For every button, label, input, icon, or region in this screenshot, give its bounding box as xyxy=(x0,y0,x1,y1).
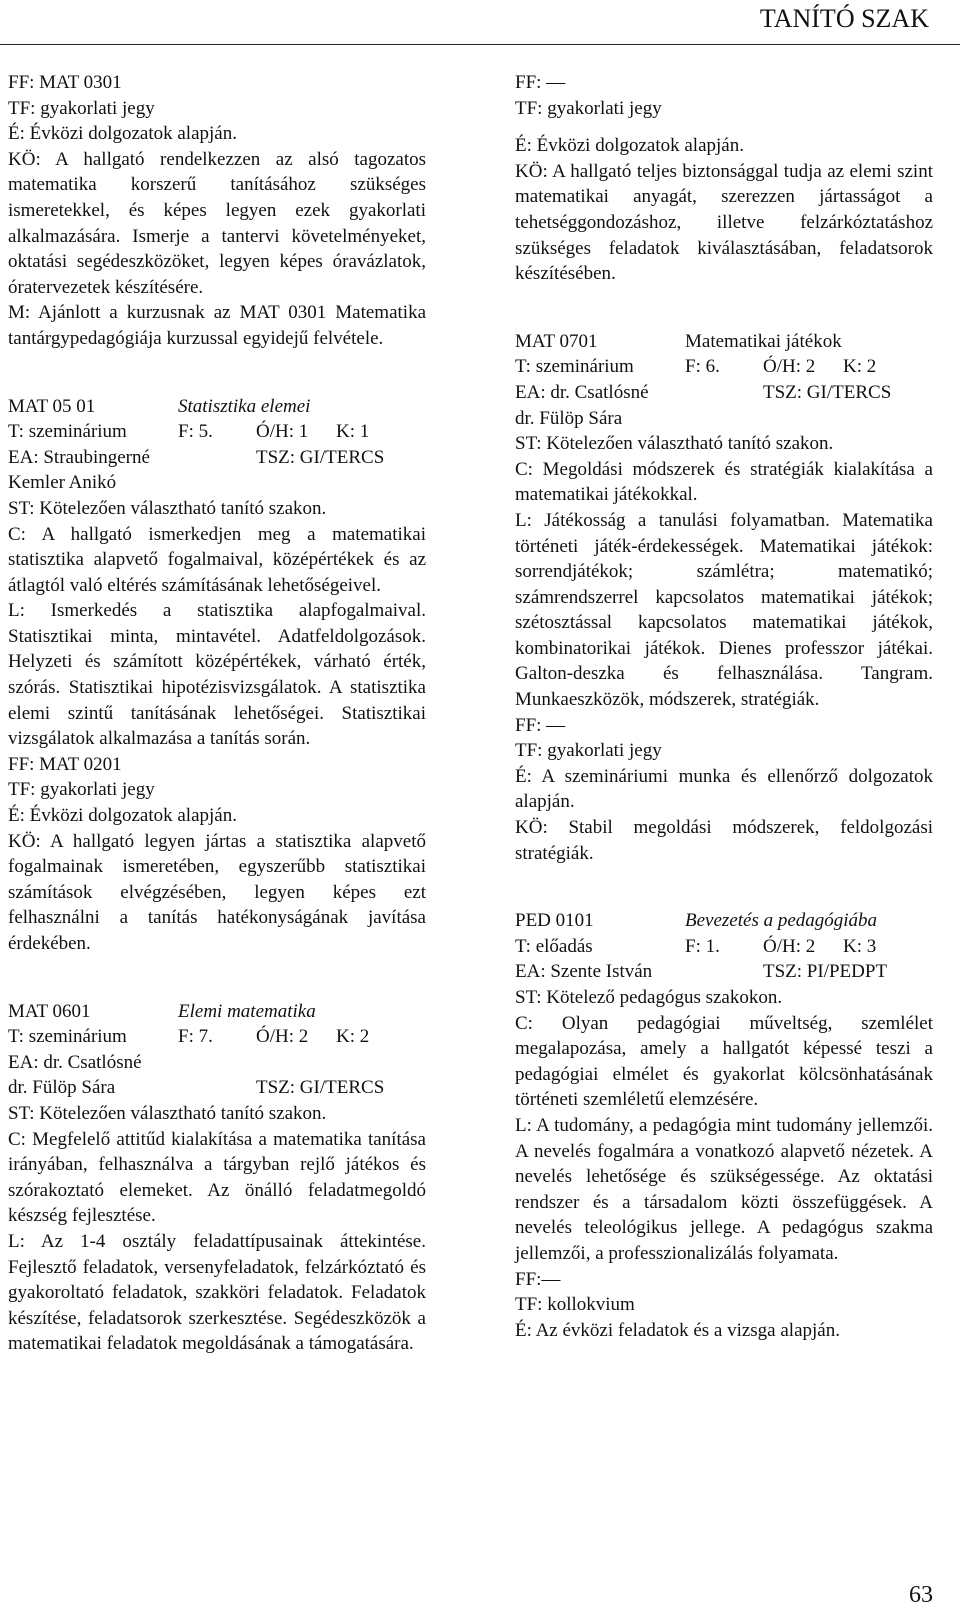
running-header: TANÍTÓ SZAK xyxy=(759,4,929,33)
goal: C: Megoldási módszerek és stratégiák kialakítása a matematikai játékokkal. xyxy=(515,458,933,506)
right-column xyxy=(515,70,933,1343)
course-title-row xyxy=(8,394,426,420)
lecturer-row xyxy=(515,959,933,985)
lecturer-cont: dr. Fülöp Sára xyxy=(515,407,623,429)
prereq: FF: — xyxy=(515,72,566,93)
department: TSZ: GI/TERCS xyxy=(256,446,385,468)
course-meta-row xyxy=(515,934,933,960)
course-meta-row xyxy=(515,354,933,380)
department: TSZ: GI/TERCS xyxy=(763,381,892,403)
grading-type: TF: kollokvium xyxy=(515,1294,635,1316)
course-code: MAT 0601 xyxy=(8,1000,91,1022)
status: ST: Kötelezően választható tanító szakon. xyxy=(8,1102,327,1124)
course-name: Bevezetés a pedagógiába xyxy=(685,910,878,932)
goal: C: A hallgató ismerkedjen meg a matematikai statisztika alapvető fogalmaival, középértékek és az átlagtól való eltérés számításának lehetőségeivel. xyxy=(8,523,426,596)
content: L: A tudomány, a pedagógia mint tudomány jellemzői. A nevelés fogalmára a vonatkozó alapvető nézetek. A nevelés lehetősége és szükségessége. Az oktatási rendszer és a társadalom közti összefüggések. A nevelés teleológikus jellege. A pedagógus szakma jellemzői, a professzionalizálás folyamata. xyxy=(515,1114,933,1264)
course-meta-row xyxy=(8,1024,426,1050)
assessment: É: Évközi dolgozatok alapján. xyxy=(8,123,237,145)
left-column xyxy=(8,70,426,1357)
course-type: T: szeminárium xyxy=(8,421,127,443)
lecturer-cont: dr. Fülöp Sára xyxy=(8,1077,116,1099)
lecturer-row xyxy=(8,1075,426,1101)
grading-type: TF: gyakorlati jegy xyxy=(8,779,155,801)
course-matematikai-jatekok xyxy=(515,329,933,866)
content: L: Játékosság a tanulási folyamatban. Matematika történeti játék-érdekességek. Matematikai játékok: sorrendjátékok; számlétra; matematikó; számrendszerrel kapcsolatos matematikai játékok; szétosztással kapcsolatos matematikai játékok, kombinatorikai játékok. Dienes professzor játékai. Galton-deszka és felhasználása. Tangram. Munkaeszközök, módszerek, stratégiák. xyxy=(515,509,933,711)
content: L: Az 1-4 osztály feladattípusainak áttekintése. Fejlesztő feladatok, versenyfeladatok, felzárkóztató és gyakoroltató feladatok, szakköri feladatok. Feladatok készítése, feladatsorok szerkesztése. Segédeszközök a matematikai feladatok megoldásának a támogatására. xyxy=(8,1230,426,1355)
course-name: Matematikai játékok xyxy=(685,330,842,352)
goal: C: Olyan pedagógiai műveltség, szemlélet megalapozása, amely a hallgatót képessé teszi a pedagógiai elmélet és gyakorlat kölcsönhatásának történeti szemléletű elemzésére. xyxy=(515,1012,933,1111)
course-statisztika-elemei xyxy=(8,394,426,957)
credits: K: 1 xyxy=(336,421,370,443)
department: TSZ: GI/TERCS xyxy=(256,1077,385,1099)
lecturer-row xyxy=(8,445,426,471)
requirements: KÖ: A hallgató teljes biztonsággal tudja az elemi szint matematikai anyagát, szerezzen jártasságot a tehetséggondozáshoz, illetve felzárkóztatáshoz szükséges feladatok kiválasztásában, feladatsorok készítésében. xyxy=(515,160,933,285)
status: ST: Kötelező pedagógus szakokon. xyxy=(515,987,783,1008)
requirements: KÖ: Stabil megoldási módszerek, feldolgozási stratégiák. xyxy=(515,817,933,864)
lecturer-cont: Kemler Anikó xyxy=(8,472,117,494)
goal: C: Megfelelő attitűd kialakítása a matematika tanítása irányában, felhasználva a tárgyban rejlő játékos és szórakoztató elemeket. Az önálló feladatmegoldó készség fejlesztése. xyxy=(8,1128,426,1227)
status: ST: Kötelezően választható tanító szakon. xyxy=(8,497,327,519)
course-elemi-matematika xyxy=(8,999,426,1357)
course-bevezetes-a-pedagogiaba xyxy=(515,908,933,1343)
grading-type: TF: gyakorlati jegy xyxy=(515,740,662,762)
assessment: É: Az évközi feladatok és a vizsga alapján. xyxy=(515,1319,840,1341)
hours: Ó/H: 1 xyxy=(256,421,309,443)
grading-type: TF: gyakorlati jegy xyxy=(8,97,155,119)
department: TSZ: PI/PEDPT xyxy=(763,961,888,983)
semester: F: 7. xyxy=(178,1026,213,1048)
credits: K: 2 xyxy=(843,356,877,378)
prereq: FF: — xyxy=(515,714,566,736)
course-title-row xyxy=(515,908,933,934)
semester: F: 6. xyxy=(685,356,720,378)
course-title-row xyxy=(515,329,933,355)
lecturer: EA: Szente István xyxy=(515,961,653,983)
assessment: É: Évközi dolgozatok alapján. xyxy=(8,805,237,827)
lecturer: EA: dr. Csatlósné xyxy=(515,381,649,403)
prereq: FF: MAT 0301 xyxy=(8,72,122,93)
course-type: T: szeminárium xyxy=(515,356,634,378)
hours: Ó/H: 2 xyxy=(763,935,816,957)
semester: F: 5. xyxy=(178,421,213,443)
semester: F: 1. xyxy=(685,935,720,957)
assessment: É: Évközi dolgozatok alapján. xyxy=(515,135,744,157)
course-code: MAT 05 01 xyxy=(8,395,96,417)
page-number: 63 xyxy=(909,1582,933,1608)
header-rule xyxy=(0,44,960,45)
course-name: Elemi matematika xyxy=(178,1000,316,1022)
credits: K: 3 xyxy=(843,935,877,957)
prereq: FF: MAT 0201 xyxy=(8,753,122,775)
note: M: Ajánlott a kurzusnak az MAT 0301 Matematika tantárgypedagógiája kurzussal egyidejű felvétele. xyxy=(8,302,426,349)
lecturer-row xyxy=(515,380,933,406)
prereq: FF:— xyxy=(515,1268,561,1290)
hours: Ó/H: 2 xyxy=(763,356,816,378)
lecturer: EA: Straubingerné xyxy=(8,446,150,468)
course-title-row xyxy=(8,999,426,1025)
course-name: Statisztika elemei xyxy=(178,395,311,417)
hours: Ó/H: 2 xyxy=(256,1026,309,1048)
course-meta-row xyxy=(8,419,426,445)
status: ST: Kötelezően választható tanító szakon. xyxy=(515,433,834,455)
assessment: É: A szemináriumi munka és ellenőrző dolgozatok alapján. xyxy=(515,765,933,813)
grading-type: TF: gyakorlati jegy xyxy=(515,97,662,119)
requirements: KÖ: A hallgató legyen jártas a statisztika alapvető fogalmainak ismeretében, egyszerűbb statisztikai számítások elvégzésében, legyen képes ezt felhasználni a tanítás hatékonyságának javítása érdekében. xyxy=(8,830,426,954)
lecturer: EA: dr. Csatlósné xyxy=(8,1051,142,1073)
requirements: KÖ: A hallgató rendelkezzen az alsó tagozatos matematika korszerű tanításához szükséges ismeretekkel, és képes legyen ezek gyakorlati alkalmazására. Ismerje a tantervi követelményeket, oktatási segédeszközöket, legyen képes óravázlatok, óratervezetek készítésére. xyxy=(8,148,426,298)
course-code: MAT 0701 xyxy=(515,330,598,352)
course-type: T: szeminárium xyxy=(8,1026,127,1048)
course-type: T: előadás xyxy=(515,935,593,957)
credits: K: 2 xyxy=(336,1026,370,1048)
course-code: PED 0101 xyxy=(515,910,594,932)
content: L: Ismerkedés a statisztika alapfogalmaival. Statisztikai minta, mintavétel. Adatfeldolgozások. Helyzeti és számított középértékek, várható érték, szórás. Statisztikai hipotézisvizsgálatok. A statisztika elemi szintű tanításának lehetőségei. Statisztikai vizsgálatok alkalmazása a tanítás során. xyxy=(8,600,426,750)
